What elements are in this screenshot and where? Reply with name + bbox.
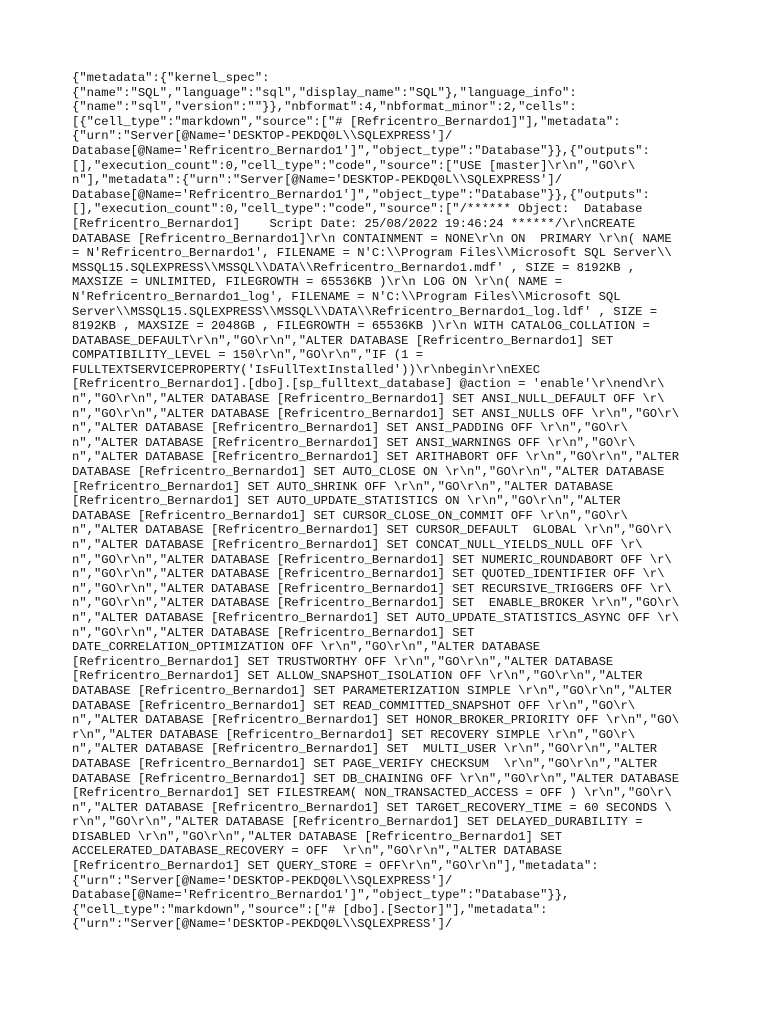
text-line: DISABLED \r\n","GO\r\n","ALTER DATABASE [Refricentro_Bernardo1] SET xyxy=(72,829,563,844)
text-line: [Refricentro_Bernardo1] SET ALLOW_SNAPSHOT_ISOLATION OFF \r\n","GO\r\n","ALTER xyxy=(72,669,643,684)
text-line: n"],"metadata":{"urn":"Server[@Name='DESKTOP-PEKDQ0L\\SQLEXPRESS']/ xyxy=(72,173,563,188)
text-line: N'Refricentro_Bernardo1_log', FILENAME = N'C:\\Program Files\\Microsoft SQL xyxy=(72,289,621,304)
text-line: {"urn":"Server[@Name='DESKTOP-PEKDQ0L\\SQLEXPRESS']/ xyxy=(72,129,453,144)
text-line: [Refricentro_Bernardo1] SET FILESTREAM( NON_TRANSACTED_ACCESS = OFF ) \r\n","GO\r\ xyxy=(72,786,672,801)
text-line: [Refricentro_Bernardo1].[dbo].[sp_fulltext_database] @action = 'enable'\r\nend\r\ xyxy=(72,377,665,392)
text-line: {"metadata":{"kernel_spec": xyxy=(72,71,270,85)
text-line: [Refricentro_Bernardo1] SET QUERY_STORE = OFF\r\n","GO\r\n"],"metadata": xyxy=(72,859,599,874)
text-line: n","ALTER DATABASE [Refricentro_Bernardo1] SET AUTO_UPDATE_STATISTICS_ASYNC OFF \r\ xyxy=(72,610,680,625)
text-line: 8192KB , MAXSIZE = 2048GB , FILEGROWTH = 65536KB )\r\n WITH CATALOG_COLLATION = xyxy=(72,319,650,334)
text-line: DATABASE_DEFAULT\r\n","GO\r\n","ALTER DATABASE [Refricentro_Bernardo1] SET xyxy=(72,333,614,348)
text-line: r\n","GO\r\n","ALTER DATABASE [Refricentro_Bernardo1] SET DELAYED_DURABILITY = xyxy=(72,815,643,830)
text-line: [Refricentro_Bernardo1] Script Date: 25/08/2022 19:46:24 ******/\r\nCREATE xyxy=(72,216,636,231)
text-line: = N'Refricentro_Bernardo1', FILENAME = N'C:\\Program Files\\Microsoft SQL Server\\ xyxy=(72,246,672,261)
text-line: DATABASE [Refricentro_Bernardo1] SET PARAMETERIZATION SIMPLE \r\n","GO\r\n","ALTER xyxy=(72,683,672,698)
text-line: n","GO\r\n","ALTER DATABASE [Refricentro_Bernardo1] SET ANSI_NULL_DEFAULT OFF \r\ xyxy=(72,392,665,407)
text-line: [],"execution_count":0,"cell_type":"code","source":["USE [master]\r\n","GO\r\ xyxy=(72,158,636,173)
text-line: n","GO\r\n","ALTER DATABASE [Refricentro_Bernardo1] SET NUMERIC_ROUNDABORT OFF \r\ xyxy=(72,552,672,567)
text-line: n","ALTER DATABASE [Refricentro_Bernardo1] SET ANSI_WARNINGS OFF \r\n","GO\r\ xyxy=(72,435,636,450)
text-line: COMPATIBILITY_LEVEL = 150\r\n","GO\r\n","IF (1 = xyxy=(72,348,424,363)
notebook-json-text xyxy=(72,71,702,932)
text-line: [Refricentro_Bernardo1] SET TRUSTWORTHY OFF \r\n","GO\r\n","ALTER DATABASE xyxy=(72,654,614,669)
text-line: DATABASE [Refricentro_Bernardo1] SET PAGE_VERIFY CHECKSUM \r\n","GO\r\n","ALTER xyxy=(72,756,658,771)
text-line: [],"execution_count":0,"cell_type":"code","source":["/****** Object: Database xyxy=(72,202,643,217)
text-line: {"urn":"Server[@Name='DESKTOP-PEKDQ0L\\SQLEXPRESS']/ xyxy=(72,873,453,888)
text-line: MSSQL15.SQLEXPRESS\\MSSQL\\DATA\\Refricentro_Bernardo1.mdf' , SIZE = 8192KB , xyxy=(72,260,636,275)
text-line: n","ALTER DATABASE [Refricentro_Bernardo1] SET HONOR_BROKER_PRIORITY OFF \r\n","GO\ xyxy=(72,713,680,728)
text-line: Database[@Name='Refricentro_Bernardo1']","object_type":"Database"}},{"outputs": xyxy=(72,143,650,158)
text-line: n","GO\r\n","ALTER DATABASE [Refricentro_Bernardo1] SET RECURSIVE_TRIGGERS OFF \r\ xyxy=(72,581,672,596)
text-line: n","ALTER DATABASE [Refricentro_Bernardo1] SET CONCAT_NULL_YIELDS_NULL OFF \r\ xyxy=(72,538,643,552)
text-line: DATABASE [Refricentro_Bernardo1]\r\n CONTAINMENT = NONE\r\n ON PRIMARY \r\n( NAME xyxy=(72,231,672,246)
text-line: DATABASE [Refricentro_Bernardo1] SET DB_CHAINING OFF \r\n","GO\r\n","ALTER DATABASE xyxy=(72,771,680,786)
text-line: n","ALTER DATABASE [Refricentro_Bernardo1] SET CURSOR_DEFAULT GLOBAL \r\n","GO\r\ xyxy=(72,523,672,538)
text-line: DATABASE [Refricentro_Bernardo1] SET READ_COMMITTED_SNAPSHOT OFF \r\n","GO\r\ xyxy=(72,698,636,713)
text-line: {"cell_type":"markdown","source":["# [dbo].[Sector]"],"metadata": xyxy=(72,902,548,917)
text-line: DATE_CORRELATION_OPTIMIZATION OFF \r\n","GO\r\n","ALTER DATABASE xyxy=(72,640,541,655)
text-line: n","GO\r\n","ALTER DATABASE [Refricentro_Bernardo1] SET ENABLE_BROKER \r\n","GO\r\ xyxy=(72,596,680,611)
text-line: FULLTEXTSERVICEPROPERTY('IsFullTextInstalled'))\r\nbegin\r\nEXEC xyxy=(72,362,541,377)
text-line: Server\\MSSQL15.SQLEXPRESS\\MSSQL\\DATA\\Refricentro_Bernardo1_log.ldf' , SIZE = xyxy=(72,304,658,319)
text-line: [Refricentro_Bernardo1] SET AUTO_UPDATE_STATISTICS ON \r\n","GO\r\n","ALTER xyxy=(72,494,621,509)
text-line: n","GO\r\n","ALTER DATABASE [Refricentro_Bernardo1] SET xyxy=(72,625,475,640)
text-line: n","GO\r\n","ALTER DATABASE [Refricentro_Bernardo1] SET QUOTED_IDENTIFIER OFF \r\ xyxy=(72,567,665,582)
text-line: n","GO\r\n","ALTER DATABASE [Refricentro_Bernardo1] SET ANSI_NULLS OFF \r\n","GO\r\ xyxy=(72,406,680,421)
text-line: n","ALTER DATABASE [Refricentro_Bernardo1] SET ARITHABORT OFF \r\n","GO\r\n","ALTER xyxy=(72,450,680,465)
text-line: {"name":"sql","version":""}},"nbformat":4,"nbformat_minor":2,"cells": xyxy=(72,100,577,115)
text-line: n","ALTER DATABASE [Refricentro_Bernardo1] SET MULTI_USER \r\n","GO\r\n","ALTER xyxy=(72,742,658,757)
text-line: n","ALTER DATABASE [Refricentro_Bernardo1] SET TARGET_RECOVERY_TIME = 60 SECONDS \ xyxy=(72,800,672,815)
text-line: ACCELERATED_DATABASE_RECOVERY = OFF \r\n","GO\r\n","ALTER DATABASE xyxy=(72,844,563,859)
text-line: Database[@Name='Refricentro_Bernardo1']","object_type":"Database"}},{"outputs": xyxy=(72,187,650,202)
text-line: [{"cell_type":"markdown","source":["# [Refricentro_Bernardo1]"],"metadata": xyxy=(72,114,621,129)
text-line: DATABASE [Refricentro_Bernardo1] SET AUTO_CLOSE ON \r\n","GO\r\n","ALTER DATABASE xyxy=(72,465,665,480)
text-line: [Refricentro_Bernardo1] SET AUTO_SHRINK OFF \r\n","GO\r\n","ALTER DATABASE xyxy=(72,479,614,494)
text-line: DATABASE [Refricentro_Bernardo1] SET CURSOR_CLOSE_ON_COMMIT OFF \r\n","GO\r\ xyxy=(72,508,628,523)
text-line: n","ALTER DATABASE [Refricentro_Bernardo1] SET ANSI_PADDING OFF \r\n","GO\r\ xyxy=(72,421,628,436)
text-line: Database[@Name='Refricentro_Bernardo1']","object_type":"Database"}}, xyxy=(72,888,570,903)
text-line: {"name":"SQL","language":"sql","display_name":"SQL"},"language_info": xyxy=(72,85,577,100)
text-line: r\n","ALTER DATABASE [Refricentro_Bernardo1] SET RECOVERY SIMPLE \r\n","GO\r\ xyxy=(72,727,636,742)
text-line: MAXSIZE = UNLIMITED, FILEGROWTH = 65536KB )\r\n LOG ON \r\n( NAME = xyxy=(72,275,563,290)
text-line: {"urn":"Server[@Name='DESKTOP-PEKDQ0L\\SQLEXPRESS']/ xyxy=(72,917,453,932)
